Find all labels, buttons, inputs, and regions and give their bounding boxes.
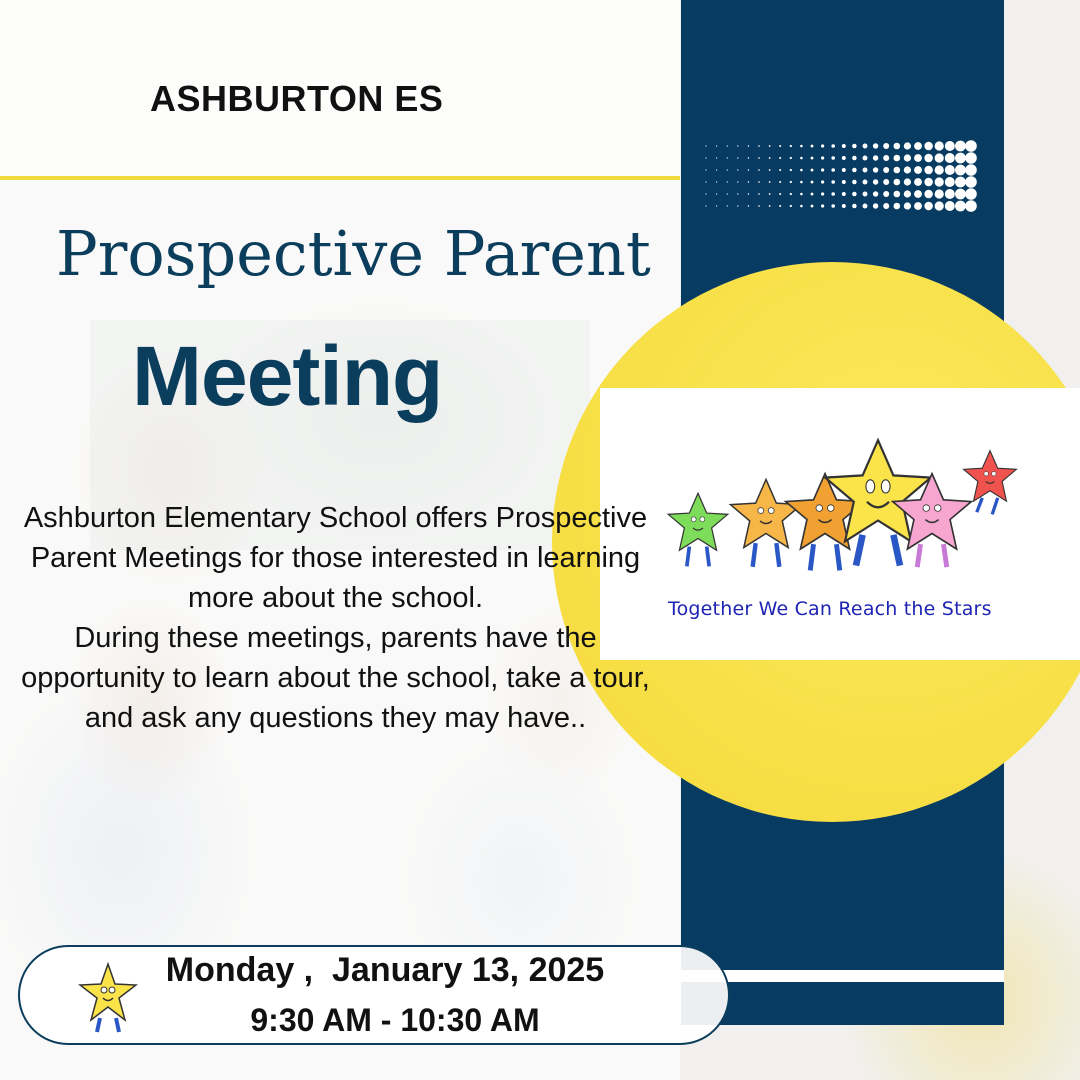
dot xyxy=(769,169,771,171)
dot xyxy=(935,141,944,150)
dot xyxy=(863,144,868,149)
dot xyxy=(935,177,944,186)
dot xyxy=(842,192,846,196)
dot xyxy=(873,143,878,148)
dot xyxy=(852,168,856,172)
dot xyxy=(769,157,771,159)
dot xyxy=(727,205,728,206)
orange-star-mascot xyxy=(730,479,801,566)
event-time: 9:30 AM - 10:30 AM xyxy=(250,1002,540,1038)
dot xyxy=(737,157,738,158)
dot xyxy=(914,178,922,186)
dot xyxy=(894,179,901,186)
star-mascots-icon xyxy=(660,435,1040,595)
logo-tagline: Together We Can Reach the Stars xyxy=(668,598,992,620)
dot xyxy=(800,193,803,196)
dot xyxy=(737,193,738,194)
dot xyxy=(716,181,717,182)
dot xyxy=(727,145,728,146)
dot xyxy=(914,154,922,162)
dot xyxy=(800,181,803,184)
dot xyxy=(758,205,760,207)
dot xyxy=(945,141,955,151)
dot xyxy=(842,180,846,184)
dot xyxy=(779,169,781,171)
dot xyxy=(924,190,933,199)
dot xyxy=(955,201,966,212)
dot xyxy=(873,155,878,160)
dot xyxy=(852,204,856,208)
dot xyxy=(790,205,792,207)
dot xyxy=(852,156,856,160)
dot xyxy=(965,176,977,188)
dot-pattern-icon xyxy=(700,140,980,212)
dot xyxy=(821,144,824,147)
dot xyxy=(955,165,966,176)
dot xyxy=(842,204,846,208)
dot xyxy=(894,155,901,162)
page-title-line2: Meeting xyxy=(132,329,443,423)
dot xyxy=(790,157,792,159)
dot xyxy=(965,140,977,152)
dot xyxy=(914,142,922,150)
page-title-line1: Prospective Parent xyxy=(56,217,651,290)
dot xyxy=(831,180,835,184)
dot xyxy=(945,153,955,163)
dot xyxy=(914,166,922,174)
dot xyxy=(842,156,846,160)
dot xyxy=(811,157,814,160)
dot xyxy=(924,202,933,211)
dot xyxy=(779,145,781,147)
dot xyxy=(716,193,717,194)
dot xyxy=(769,205,771,207)
dot xyxy=(831,168,835,172)
dot xyxy=(852,192,856,196)
dot xyxy=(945,189,955,199)
dot xyxy=(811,193,814,196)
dot xyxy=(894,191,901,198)
dot xyxy=(748,157,749,158)
dot xyxy=(935,153,944,162)
dot xyxy=(904,190,911,197)
dot xyxy=(716,145,717,146)
school-name: ASHBURTON ES xyxy=(150,78,444,119)
dot xyxy=(790,181,792,183)
dot xyxy=(821,156,824,159)
dot xyxy=(904,166,911,173)
dot xyxy=(779,193,781,195)
header-divider xyxy=(0,176,680,180)
dot xyxy=(945,177,955,187)
dot xyxy=(727,193,728,194)
dot xyxy=(863,192,868,197)
dot xyxy=(935,201,944,210)
dot xyxy=(873,203,878,208)
dot xyxy=(863,168,868,173)
green-star-mascot xyxy=(668,493,728,566)
dot xyxy=(842,144,846,148)
dot xyxy=(894,167,901,174)
dot xyxy=(769,181,771,183)
dot xyxy=(737,181,738,182)
dot xyxy=(705,157,706,158)
description-paragraph-2: During these meetings, parents have the opportunity to learn about the school, take a tour, and ask any questions they may have.. xyxy=(21,622,650,734)
description-text xyxy=(18,498,653,738)
red-star-mascot xyxy=(964,451,1017,515)
dot xyxy=(904,154,911,161)
dot xyxy=(769,193,771,195)
dot xyxy=(716,169,717,170)
dot xyxy=(873,191,878,196)
dot xyxy=(873,179,878,184)
dot xyxy=(945,165,955,175)
dot xyxy=(955,141,966,152)
dot xyxy=(842,168,846,172)
dot xyxy=(737,205,738,206)
dot xyxy=(748,169,749,170)
dot xyxy=(705,205,706,206)
dot xyxy=(821,180,824,183)
dot xyxy=(955,189,966,200)
dot xyxy=(821,168,824,171)
dot xyxy=(883,191,889,197)
dot xyxy=(811,169,814,172)
dot xyxy=(748,193,749,194)
dot xyxy=(705,169,706,170)
dot xyxy=(748,145,749,146)
dot xyxy=(705,145,706,146)
dot xyxy=(831,192,835,196)
dot xyxy=(800,169,803,172)
dot xyxy=(935,165,944,174)
dot xyxy=(758,145,760,147)
dot xyxy=(965,164,977,176)
dot xyxy=(965,200,977,212)
dot xyxy=(924,178,933,187)
dot xyxy=(831,204,835,208)
dot xyxy=(863,156,868,161)
dot xyxy=(716,157,717,158)
dot xyxy=(924,166,933,175)
dot xyxy=(800,157,803,160)
dot xyxy=(727,157,728,158)
dot xyxy=(821,192,824,195)
dot xyxy=(831,156,835,160)
dot xyxy=(873,167,878,172)
star-mascot-icon xyxy=(78,962,138,1034)
dot xyxy=(852,144,856,148)
dot xyxy=(779,181,781,183)
dot xyxy=(924,142,933,151)
dot xyxy=(705,181,706,182)
dot xyxy=(904,202,911,209)
dot xyxy=(779,205,781,207)
dot xyxy=(914,202,922,210)
dot xyxy=(883,143,889,149)
dot xyxy=(904,178,911,185)
dot xyxy=(924,154,933,163)
dot xyxy=(955,153,966,164)
dot xyxy=(831,144,835,148)
dot xyxy=(758,181,760,183)
dot xyxy=(965,188,977,200)
dot xyxy=(965,152,977,164)
dot xyxy=(800,205,803,208)
dot xyxy=(800,145,803,148)
dot xyxy=(883,179,889,185)
dot xyxy=(758,193,760,195)
dot xyxy=(811,181,814,184)
dot xyxy=(758,157,760,159)
dot xyxy=(821,204,824,207)
panel-divider xyxy=(681,970,1004,982)
dot xyxy=(904,142,911,149)
description-paragraph-1: Ashburton Elementary School offers Prospective Parent Meetings for those interested in learning more about the school. xyxy=(23,502,648,614)
dot xyxy=(811,145,814,148)
dot xyxy=(955,177,966,188)
dot xyxy=(883,167,889,173)
dot xyxy=(758,169,760,171)
dot xyxy=(811,205,814,208)
dot xyxy=(914,190,922,198)
dot xyxy=(935,189,944,198)
dot xyxy=(863,180,868,185)
dot xyxy=(894,203,901,210)
dot xyxy=(779,157,781,159)
dot xyxy=(945,201,955,211)
dot xyxy=(883,155,889,161)
dot xyxy=(705,193,706,194)
dot xyxy=(790,145,792,147)
dot xyxy=(769,145,771,147)
dot xyxy=(727,169,728,170)
dot xyxy=(716,205,717,206)
dot xyxy=(883,203,889,209)
dot xyxy=(737,145,738,146)
dot xyxy=(748,181,749,182)
dot xyxy=(748,205,749,206)
dot xyxy=(727,181,728,182)
dot xyxy=(852,180,856,184)
dot xyxy=(790,193,792,195)
dot xyxy=(894,143,901,150)
dot xyxy=(737,169,738,170)
event-date: Monday , January 13, 2025 xyxy=(165,951,605,989)
dot xyxy=(790,169,792,171)
dot xyxy=(863,204,868,209)
